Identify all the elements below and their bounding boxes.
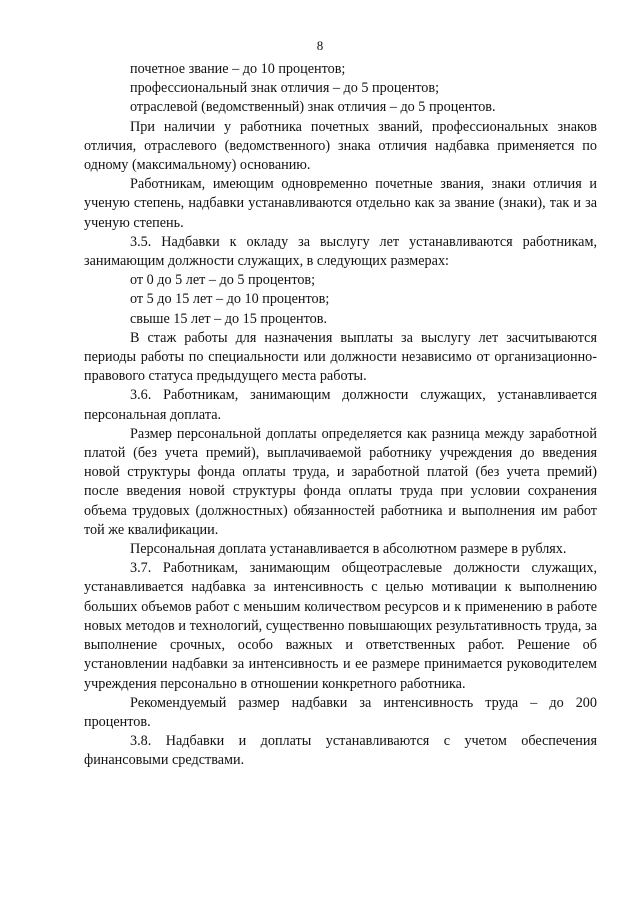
paragraph-seniority-5-15: от 5 до 15 лет – до 10 процентов; [130,291,330,308]
paragraph-seniority-periods: В стаж работы для назначения выплаты за выслугу лет засчитываются периоды работы по специальности или должности независимо от организационно-правового статуса предыдущего места работы. [84,329,597,385]
paragraph-honorary-title: почетное звание – до 10 процентов; [130,61,346,77]
paragraph-clause-3-7: 3.7. Работникам, занимающим общеотраслевые должности служащих, устанавливается надбавка за интенсивность с целью мотивации к выполнению больших объемов работ с меньшим количеством ресурсов и к применению в работе новых методов и технологий, существенно повышающих результативность труда, за выполнение срочных, особо важных и ответственных работ. Решение об установлении надбавки за интенсивность и ее размере принимается руководителем учреждения персонально в отношении конкретного работника. [84,560,597,692]
paragraph-clause-3-5: 3.5. Надбавки к окладу за выслугу лет устанавливаются работникам, занимающим должности служащих, в следующих размерах: [84,233,597,270]
document-body [84,60,597,771]
paragraph-professional-badge: профессиональный знак отличия – до 5 процентов; [130,80,440,97]
paragraph-clause-3-6: 3.6. Работникам, занимающим должности служащих, устанавливается персональная доплата. [84,387,597,423]
paragraph-intensity-recommended: Рекомендуемый размер надбавки за интенсивность труда – до 200 процентов. [84,694,597,730]
paragraph-departmental-badge: отраслевой (ведомственный) знак отличия – до 5 процентов. [130,99,496,116]
paragraph-separate-allowances: Работникам, имеющим одновременно почетные звания, знаки отличия и ученую степень, надбавки устанавливаются отдельно как за звание (знаки), так и за ученую степень. [84,176,597,231]
paragraph-clause-3-8: 3.8. Надбавки и доплаты устанавливаются с учетом обеспечения финансовыми средствами. [84,733,597,769]
paragraph-personal-allowance-rubles: Персональная доплата устанавливается в абсолютном размере в рублях. [130,541,567,558]
page-number: 8 [316,38,324,53]
paragraph-seniority-over-15: свыше 15 лет – до 15 процентов. [130,310,328,327]
paragraph-single-basis: При наличии у работника почетных званий, профессиональных знаков отличия, отраслевого (ведомственного) знака отличия надбавка применяется по одному (максимальному) основанию. [84,118,597,174]
paragraph-personal-allowance-size: Размер персональной доплаты определяется как разница между заработной платой (без учета премий), выплачиваемой работнику учреждения до введения новой структуры фонда оплаты труда, и заработной платой (без учета премий) после введения новой структуры фонда оплаты труда при условии сохранения объема трудовых (должностных) обязанностей работника и выполнения им работ той же квалификации. [84,425,597,538]
paragraph-seniority-0-5: от 0 до 5 лет – до 5 процентов; [130,272,316,289]
